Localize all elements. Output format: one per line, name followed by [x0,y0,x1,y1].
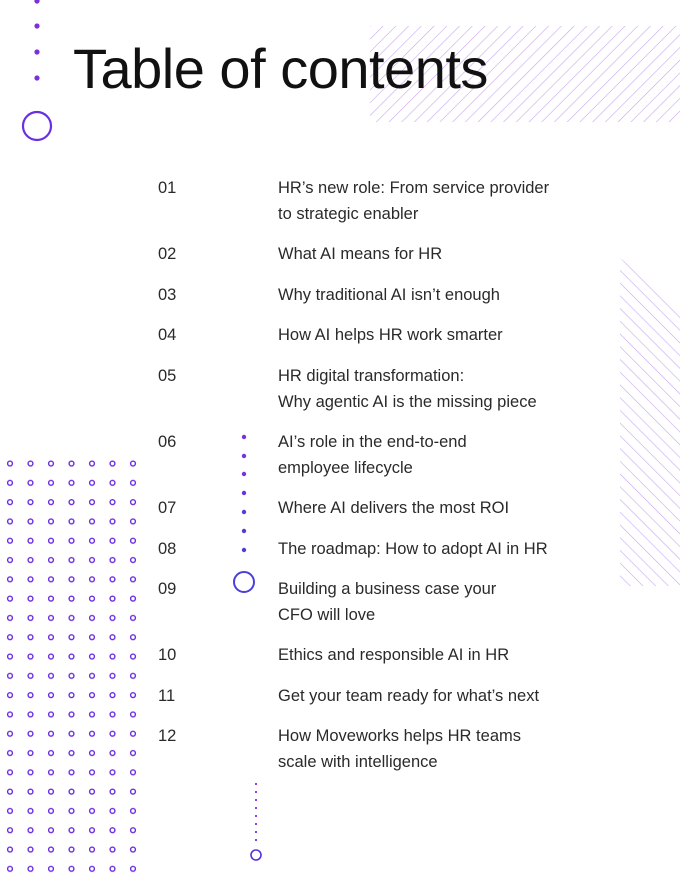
toc-entry-title [278,577,578,628]
toc-entry-number: 02 [158,245,177,263]
toc-entry-number: 01 [158,179,177,197]
toc-entry-title [278,283,578,309]
bottom-dotted-line-decoration [244,778,274,868]
toc-entry-title-line: AI’s role in the end-to-end [278,433,467,451]
toc-entry-number: 08 [158,540,177,558]
toc-entry-title-line: Where AI delivers the most ROI [278,499,510,517]
toc-entry-title [278,176,578,227]
toc-entry-title-line: Ethics and responsible AI in HR [278,646,510,664]
center-vertical-dots-decoration [230,428,260,598]
toc-entry-title-line: to strategic enabler [278,204,419,223]
toc-entry-number: 03 [158,286,177,304]
toc-entry-number: 06 [158,433,177,451]
toc-entry-title [278,684,578,710]
toc-entry-title-line: Why traditional AI isn’t enough [278,286,500,304]
toc-entry-number: 04 [158,326,177,344]
toc-entry-title-line: Get your team ready for what’s next [278,687,540,705]
toc-entry-number: 11 [158,687,176,705]
dot-grid-pattern [0,454,145,880]
toc-entry-title-line: How Moveworks helps HR teams [278,727,521,745]
toc-entry-number: 05 [158,367,177,385]
toc-entry-title-line: Building a business case your [278,580,497,598]
toc-entry-title [278,430,578,481]
toc-entry-title-line: HR digital transformation: [278,367,465,385]
toc-entry-title-line: What AI means for HR [278,245,443,263]
toc-entry-title [278,537,578,563]
left-vertical-dots-decoration [16,0,60,150]
toc-entry-title-line: CFO will love [278,605,376,624]
diagonal-hatch-pattern-right [620,258,680,586]
toc-entry-number: 09 [158,580,177,598]
toc-entry-number: 12 [158,727,177,745]
toc-entry-title-line: How AI helps HR work smarter [278,326,503,344]
toc-entry-title [278,323,578,349]
toc-entry-title [278,364,578,415]
toc-entry-title-line: Why agentic AI is the missing piece [278,392,537,411]
toc-entry-title [278,496,578,522]
page-title: Table of contents [73,37,488,100]
toc-entry-title [278,242,578,268]
toc-entry-title [278,643,578,669]
toc-entry-title [278,724,578,775]
toc-entry-title-line: employee lifecycle [278,458,413,477]
toc-entry-number: 10 [158,646,177,664]
toc-entry-number: 07 [158,499,177,517]
toc-entry-title-line: HR’s new role: From service provider [278,179,550,197]
toc-entry-title-line: scale with intelligence [278,752,438,771]
toc-entry-title-line: The roadmap: How to adopt AI in HR [278,540,548,558]
